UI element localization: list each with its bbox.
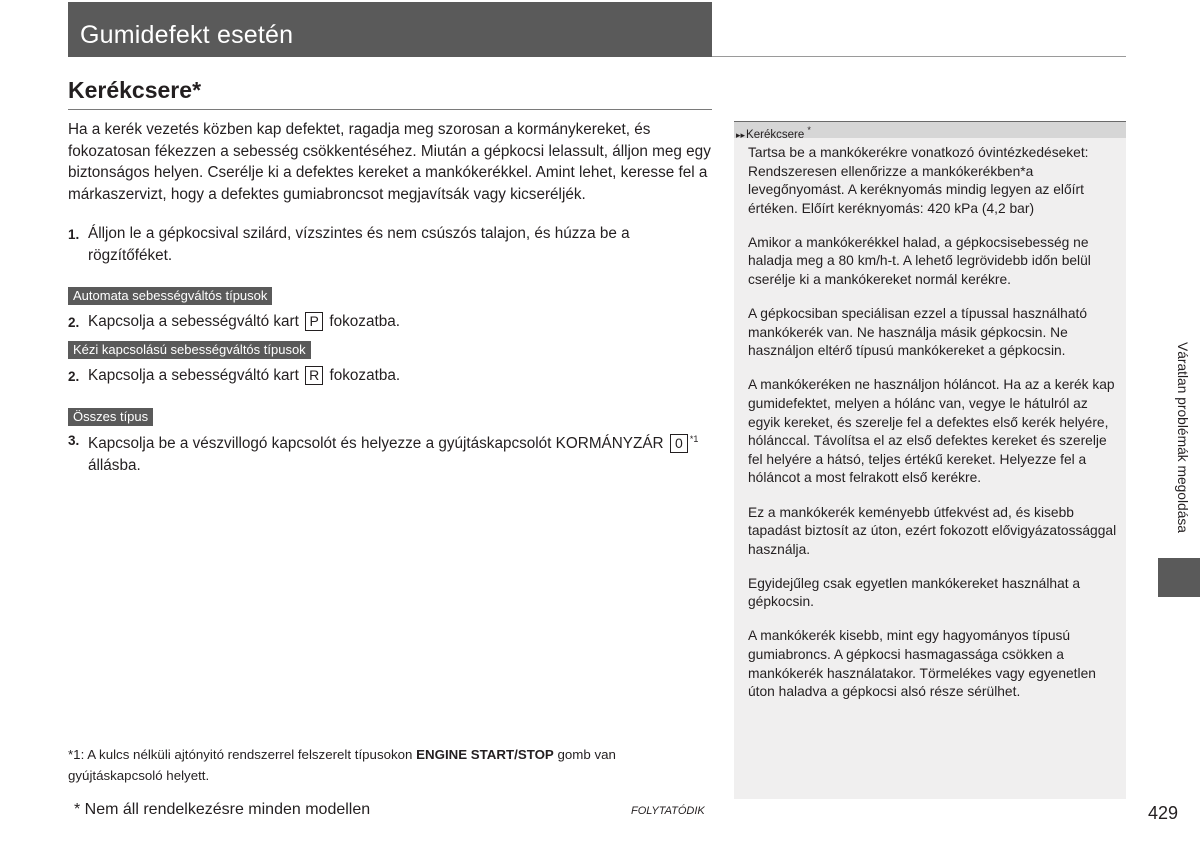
- step-text-end: fokozatba.: [329, 367, 401, 384]
- sidebar-paragraph: A gépkocsiban speciálisan ezzel a típussal használható mankókerék van. Ne használja másik gépkocsin. Ne használjon eltérő típusú mankókereket a gépkocsin.: [748, 306, 1088, 359]
- tag-all-types: Összes típus: [68, 408, 153, 426]
- sidebar-paragraph: A mankókerék kisebb, mint egy hagyományos típusú gumiabroncs. A gépkocsi hasmagassága csökken a mankókerék használatakor. Törmelékes vagy egyenetlen úton haladva a gépkocsi alsó része sérülhet.: [748, 628, 1096, 700]
- sidebar-paragraph: Egyidejűleg csak egyetlen mankókereket használhat a gépkocsin.: [748, 575, 1081, 610]
- step-1: [68, 223, 688, 266]
- step-2-automatic: [68, 311, 708, 333]
- section-asterisk: *: [192, 77, 202, 103]
- continues-label: FOLYTATÓDIK: [631, 805, 705, 817]
- step-number: 2.: [68, 315, 80, 330]
- chapter-thumb-tab: [1158, 558, 1200, 597]
- chapter-side-label: Váratlan problémák megoldása: [1175, 342, 1190, 533]
- sidebar-paragraph: Ez a mankókerék keményebb útfekvést ad, és kisebb tapadást biztosít az úton, ezért fokozott elővigyázatossággal használja.: [748, 504, 1117, 557]
- chapter-title: Gumidefekt esetén: [80, 21, 294, 49]
- double-arrow-icon: ▸▸: [736, 129, 746, 140]
- step-2-manual: [68, 365, 708, 387]
- step-text-end: állásba.: [88, 456, 141, 474]
- tag-automatic: Automata sebességváltós típusok: [68, 287, 272, 305]
- sidebar-notes: [734, 121, 1126, 799]
- step-text: Kapcsolja be a vészvillogó kapcsolót és helyezze a gyújtáskapcsolót KORMÁNYZÁR: [88, 435, 664, 453]
- footnote-bold: ENGINE START/STOP: [416, 747, 554, 762]
- gear-key-p: P: [305, 312, 323, 331]
- footnote: [68, 744, 708, 786]
- sidebar-paragraph: Tartsa be a mankókerékre vonatkozó óvintézkedéseket: Rendszeresen ellenőrizze a mankókerékben*a levegőnyomást. A keréknyomás mindig legyen az előírt értéken. Előírt keréknyomás: 420 kPa (4,2 bar): [748, 145, 1089, 216]
- section-title-text: Kerékcsere: [68, 77, 193, 103]
- footnote-text-end: gomb van gyújtáskapcsoló helyett.: [68, 747, 616, 783]
- step-text: Álljon le a gépkocsival szilárd, vízszintes és nem csúszós talajon, és húzza be a rögzítőféket.: [88, 225, 630, 264]
- section-title: [68, 77, 201, 104]
- sidebar-heading-text: Kerékcsere: [746, 128, 805, 141]
- header-rule: [712, 56, 1126, 57]
- section-rule: [68, 109, 712, 110]
- gear-key-r: R: [305, 366, 323, 385]
- sidebar-heading-asterisk: *: [807, 125, 811, 135]
- sidebar-heading: [734, 121, 1126, 141]
- chapter-header: [68, 2, 712, 57]
- tag-manual: Kézi kapcsolású sebességváltós típusok: [68, 341, 311, 359]
- sidebar-paragraph: A mankókeréken ne használjon hóláncot. Ha az a kerék kap gumidefektet, melyen a hólánc van, vegye le hátulról az egyik kereket, és szerelje fel a defektes első kerék helyére, hólánccal. Távolítsa el az első defektes kereket és szerelje fel helyére a hátsó, teljes értékű kereket. Helyezze fel a hóláncot a most felrakott első kerékre.: [748, 377, 1115, 486]
- step-3: [68, 429, 708, 476]
- ignition-key-0: 0: [670, 434, 688, 453]
- step-text: Kapcsolja a sebességváltó kart: [88, 313, 299, 330]
- step-text: Kapcsolja a sebességváltó kart: [88, 367, 299, 384]
- step-text-end: fokozatba.: [329, 313, 400, 330]
- sidebar-paragraph: Amikor a mankókerékkel halad, a gépkocsisebesség ne haladja meg a 80 km/h-t. A lehető legrövidebb időn belül cserélje ki a mankókereket normál kerékre.: [748, 234, 1091, 288]
- page-number: 429: [1148, 803, 1179, 823]
- footnote-text: *1: A kulcs nélküli ajtónyitó rendszerrel felszerelt típusokon: [68, 747, 413, 762]
- sidebar-body: [748, 144, 1120, 717]
- footnote-ref: *1: [689, 434, 699, 444]
- availability-note: * Nem áll rendelkezésre minden modellen: [74, 801, 371, 818]
- step-number: 2.: [68, 369, 80, 384]
- intro-paragraph: Ha a kerék vezetés közben kap defektet, ragadja meg szorosan a kormánykereket, és fokozatosan fékezzen a sebesség csökkentéséhez. Miután a gépkocsi lelassult, álljon meg egy biztonságos helyen. Cserélje ki a defektes kereket a mankókerékkel. Amint lehet, keresse fel a márkaszervizt, hogy a defektes gumiabroncsot megjavítsák vagy kicseréljék.: [68, 121, 711, 203]
- step-number: 3.: [68, 433, 80, 448]
- step-number: 1.: [68, 227, 80, 242]
